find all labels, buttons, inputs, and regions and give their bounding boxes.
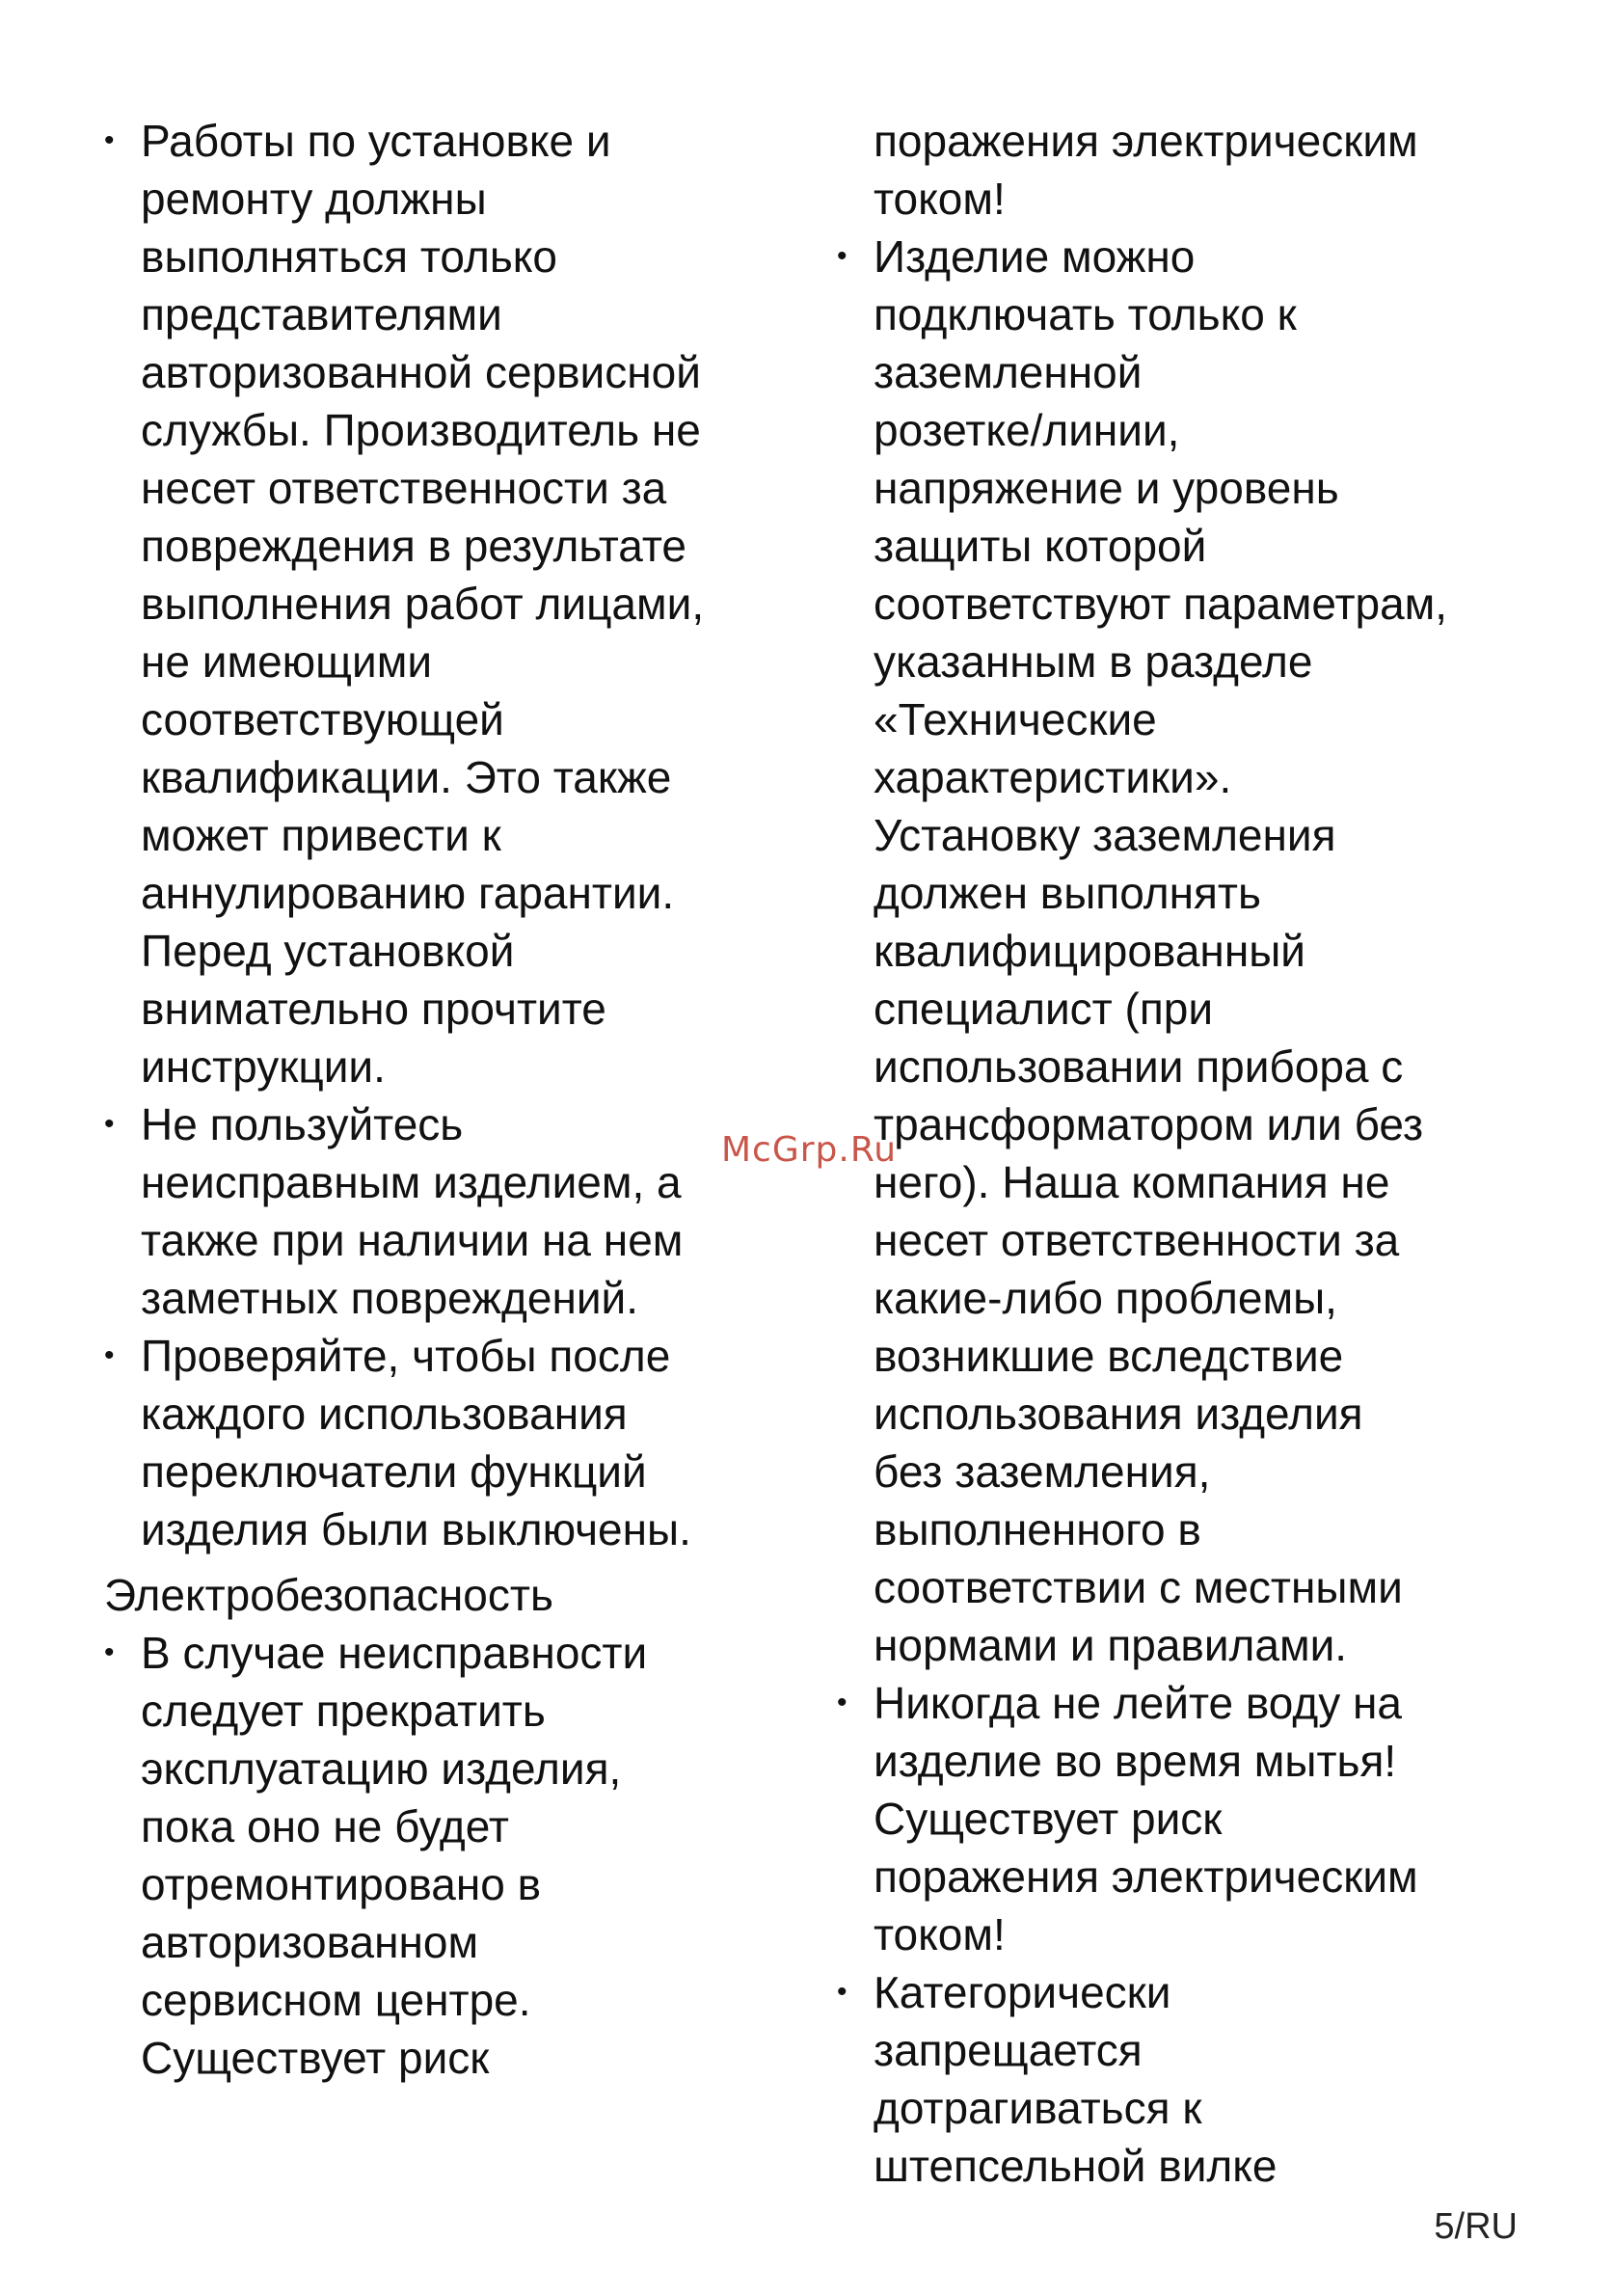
list-item-text — [141, 1095, 798, 1327]
list-item — [104, 112, 798, 1095]
list-item-text — [874, 1963, 1550, 2195]
text-line: использовании прибора с — [874, 1041, 1404, 1092]
text-line: квалификации. Это также — [141, 752, 672, 802]
text-line: Установку заземления — [874, 810, 1336, 860]
text-line: заземленной — [874, 347, 1143, 397]
section-heading: Электробезопасность — [104, 1570, 553, 1620]
text-line: нормами и правилами. — [874, 1620, 1348, 1670]
text-line: должен выполнять — [874, 868, 1261, 918]
bullet-icon: • — [837, 1976, 847, 2008]
list-item — [837, 1674, 1550, 1963]
list-item-text — [874, 228, 1550, 1674]
text-line: каждого использования — [141, 1389, 628, 1439]
text-line: соответствии с местными — [874, 1562, 1403, 1612]
text-line: квалифицированный — [874, 926, 1305, 976]
text-line: соответствуют параметрам, — [874, 579, 1448, 629]
text-line: Никогда не лейте воду на — [874, 1678, 1402, 1728]
text-line: напряжение и уровень — [874, 463, 1339, 513]
text-line: «Технические — [874, 694, 1157, 744]
text-line: Проверяйте, чтобы после — [141, 1331, 671, 1381]
text-line: выполненного в — [874, 1504, 1201, 1554]
text-line: Изделие можно — [874, 231, 1196, 282]
text-line: него). Наша компания не — [874, 1157, 1390, 1207]
bullet-icon: • — [104, 1108, 115, 1140]
text-line: специалист (при — [874, 984, 1214, 1034]
text-line: поражения электрическим — [874, 1851, 1418, 1902]
bullet-icon: • — [104, 1339, 115, 1371]
text-line: запрещается — [874, 2025, 1143, 2075]
text-line: розетке/линии, — [874, 405, 1180, 455]
text-line: изделия были выключены. — [141, 1504, 691, 1554]
text-line: Существует риск — [141, 2033, 490, 2083]
text-line: выполняться только — [141, 231, 558, 282]
text-line: защиты которой — [874, 521, 1207, 571]
text-line: использования изделия — [874, 1389, 1363, 1439]
list-item-text — [141, 1624, 798, 2087]
text-line: отремонтировано в — [141, 1859, 542, 1909]
continuation-text — [837, 112, 1550, 228]
text-line: эксплуатацию изделия, — [141, 1743, 622, 1794]
bullet-icon: • — [837, 240, 847, 272]
text-line: переключатели функций — [141, 1446, 647, 1497]
list-item — [837, 228, 1550, 1674]
text-line: Работы по установке и — [141, 116, 611, 166]
text-line: неисправным изделием, а — [141, 1157, 682, 1207]
text-line: какие-либо проблемы, — [874, 1273, 1337, 1323]
text-line: не имеющими — [141, 636, 433, 687]
text-line: током! — [874, 174, 1006, 224]
text-line: авторизованном — [141, 1917, 479, 1967]
text-line: несет ответственности за — [874, 1215, 1400, 1265]
text-line: соответствующей — [141, 694, 504, 744]
bullet-icon: • — [837, 1687, 847, 1718]
text-line: службы. Производитель не — [141, 405, 701, 455]
text-line: сервисном центре. — [141, 1975, 531, 2025]
text-line: изделие во время мытья! — [874, 1736, 1397, 1786]
list-item-text — [874, 1674, 1550, 1963]
list-item — [104, 1327, 798, 1558]
left-column — [104, 112, 798, 2087]
text-line: указанным в разделе — [874, 636, 1313, 687]
text-line: пока оно не будет — [141, 1801, 509, 1851]
text-line: несет ответственности за — [141, 463, 667, 513]
text-line: трансформатором или без — [874, 1099, 1424, 1149]
text-line: дотрагиваться к — [874, 2083, 1202, 2133]
text-line: также при наличии на нем — [141, 1215, 684, 1265]
text-line: возникшие вследствие — [874, 1331, 1344, 1381]
text-line: поражения электрическим — [874, 116, 1418, 166]
text-line: авторизованной сервисной — [141, 347, 701, 397]
right-column — [837, 112, 1550, 2195]
text-line: инструкции. — [141, 1041, 386, 1092]
text-line: без заземления, — [874, 1446, 1211, 1497]
text-line: заметных повреждений. — [141, 1273, 639, 1323]
text-line: представителями — [141, 289, 502, 339]
text-line: Не пользуйтесь — [141, 1099, 464, 1149]
text-line: повреждения в результате — [141, 521, 686, 571]
text-line: характеристики». — [874, 752, 1232, 802]
list-item — [104, 1624, 798, 2087]
text-line: может привести к — [141, 810, 501, 860]
text-line: Существует риск — [874, 1794, 1223, 1844]
list-item-text — [141, 1327, 798, 1558]
text-line: Категорически — [874, 1967, 1171, 2017]
text-line: подключать только к — [874, 289, 1297, 339]
list-item — [104, 1095, 798, 1327]
text-line: следует прекратить — [141, 1686, 546, 1736]
list-item-text — [141, 112, 798, 1095]
bullet-icon: • — [104, 124, 115, 156]
text-line: В случае неисправности — [141, 1628, 648, 1678]
text-line: Перед установкой — [141, 926, 515, 976]
page-number: 5/RU — [1434, 2206, 1518, 2247]
text-line: выполнения работ лицами, — [141, 579, 705, 629]
list-item — [837, 1963, 1550, 2195]
text-line: ремонту должны — [141, 174, 487, 224]
text-line: аннулированию гарантии. — [141, 868, 675, 918]
bullet-icon: • — [104, 1636, 115, 1668]
text-line: штепсельной вилке — [874, 2141, 1278, 2191]
text-line: током! — [874, 1909, 1006, 1959]
watermark: McGrp.Ru — [721, 1130, 898, 1170]
text-line: внимательно прочтите — [141, 984, 606, 1034]
